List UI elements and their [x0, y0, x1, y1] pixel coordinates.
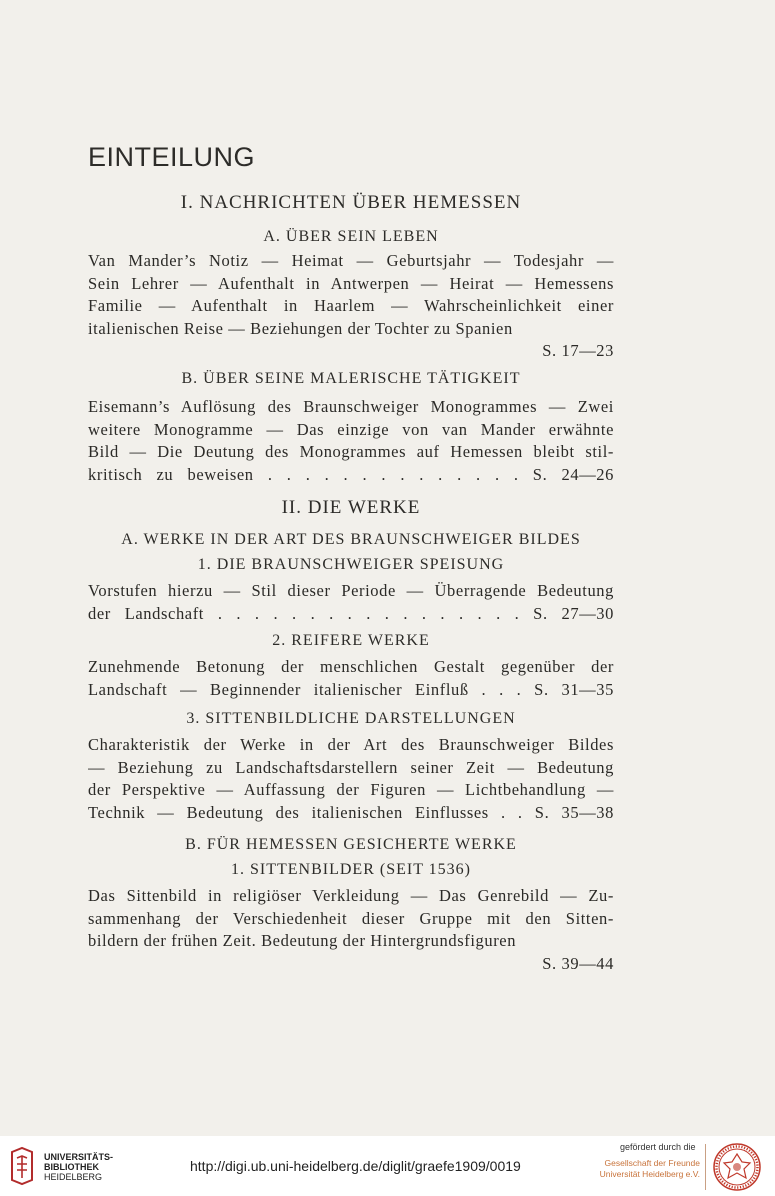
part-heading-2: II. DIE WERKE [281, 497, 421, 518]
subsection-2b1-text [88, 885, 614, 975]
text-line: Bild — Die Deutung des Monogrammes auf Hemessen bleibt stil- [88, 442, 614, 461]
subsection-heading-2b1: 1. SITTENBILDER (SEIT 1536) [230, 861, 471, 878]
society-name-line: Universität Heidelberg e.V. [599, 1169, 700, 1179]
divider [705, 1144, 706, 1190]
text-line: Landschaft — Beginnender italienischer Einfluß . . . S. 31—35 [88, 679, 614, 699]
text-line: Zunehmende Betonung der menschlichen Gestalt gegenüber der [88, 657, 614, 676]
page-title: EINTEILUNG [88, 142, 256, 172]
text-line: Das Sittenbild in religiöser Verkleidung — Das Genrebild — Zu- [88, 886, 614, 905]
section-heading-1a: A. ÜBER SEIN LEBEN [263, 228, 439, 245]
section-heading-1b: B. ÜBER SEINE MALERISCHE TÄTIGKEIT [181, 370, 521, 387]
subsection-2a3-text [88, 734, 614, 824]
text-line: Eisemann’s Auflösung des Braunschweiger Monogrammes — Zwei [88, 397, 614, 416]
text-line: der Perspektive — Auffassung der Figuren — Lichtbehandlung — [88, 780, 614, 799]
section-1a-text [88, 250, 614, 363]
library-name-line: BIBLIOTHEK [44, 1162, 99, 1172]
document-url-link[interactable]: http://digi.ub.uni-heidelberg.de/diglit/graefe1909/0019 [190, 1158, 521, 1174]
text-line: der Landschaft . . . . . . . . . . . . . . . . . S. 27—30 [88, 603, 614, 623]
university-seal-icon [712, 1142, 762, 1192]
library-name-line: HEIDELBERG [44, 1172, 103, 1182]
library-name-line: UNIVERSITÄTS- [44, 1152, 114, 1162]
text-line: — Beziehung zu Landschaftsdarstellern seiner Zeit — Bedeutung [88, 757, 614, 777]
society-name [596, 1158, 700, 1180]
subsection-heading-2a3: 3. SITTENBILDLICHE DARSTELLUNGEN [186, 710, 516, 727]
footer-bar [0, 1136, 775, 1196]
section-heading-2b: B. FÜR HEMESSEN GESICHERTE WERKE [185, 836, 517, 853]
subsection-2a2-text [88, 656, 614, 701]
text-line: kritisch zu beweisen . . . . . . . . . . . . . . S. 24—26 [88, 464, 614, 484]
text-line: Familie — Aufenthalt in Haarlem — Wahrscheinlichkeit einer [88, 296, 614, 315]
text-line: Technik — Bedeutung des italienischen Einflusses . . S. 35—38 [88, 802, 614, 822]
subsection-heading-2a2: 2. REIFERE WERKE [272, 632, 430, 649]
section-heading-2a: A. WERKE IN DER ART DES BRAUNSCHWEIGER BILDES [121, 531, 581, 548]
page-reference: S. 17—23 [542, 341, 614, 360]
text-line: Sein Lehrer — Aufenthalt in Antwerpen — Heirat — Hemessens [88, 273, 614, 293]
part-heading-1: I. NACHRICHTEN ÜBER HEMESSEN [180, 192, 522, 213]
text-line: bildern der frühen Zeit. Bedeutung der Hintergrundsfiguren [88, 931, 517, 950]
text-line: Van Mander’s Notiz — Heimat — Geburtsjahr — Todesjahr — [88, 251, 614, 270]
society-name-line: Gesellschaft der Freunde [604, 1158, 700, 1168]
text-line: italienischen Reise — Beziehungen der Tochter zu Spanien [88, 318, 513, 338]
funded-by-label: gefördert durch die [620, 1142, 696, 1152]
text-line: sammenhang der Verschiedenheit dieser Gruppe mit den Sitten- [88, 908, 614, 928]
subsection-heading-2a1: 1. DIE BRAUNSCHWEIGER SPEISUNG [197, 556, 505, 573]
text-line: Vorstufen hierzu — Stil dieser Periode — Überragende Bedeutung [88, 581, 614, 600]
subsection-2a1-text [88, 580, 614, 625]
page-reference: S. 39—44 [542, 953, 614, 973]
library-name [44, 1152, 113, 1182]
text-line: weitere Monogramme — Das einzige von van Mander erwähnte [88, 419, 614, 439]
text-line: Charakteristik der Werke in der Art des Braunschweiger Bildes [88, 735, 614, 754]
section-1b-text [88, 396, 614, 486]
university-library-logo-icon [8, 1146, 38, 1186]
